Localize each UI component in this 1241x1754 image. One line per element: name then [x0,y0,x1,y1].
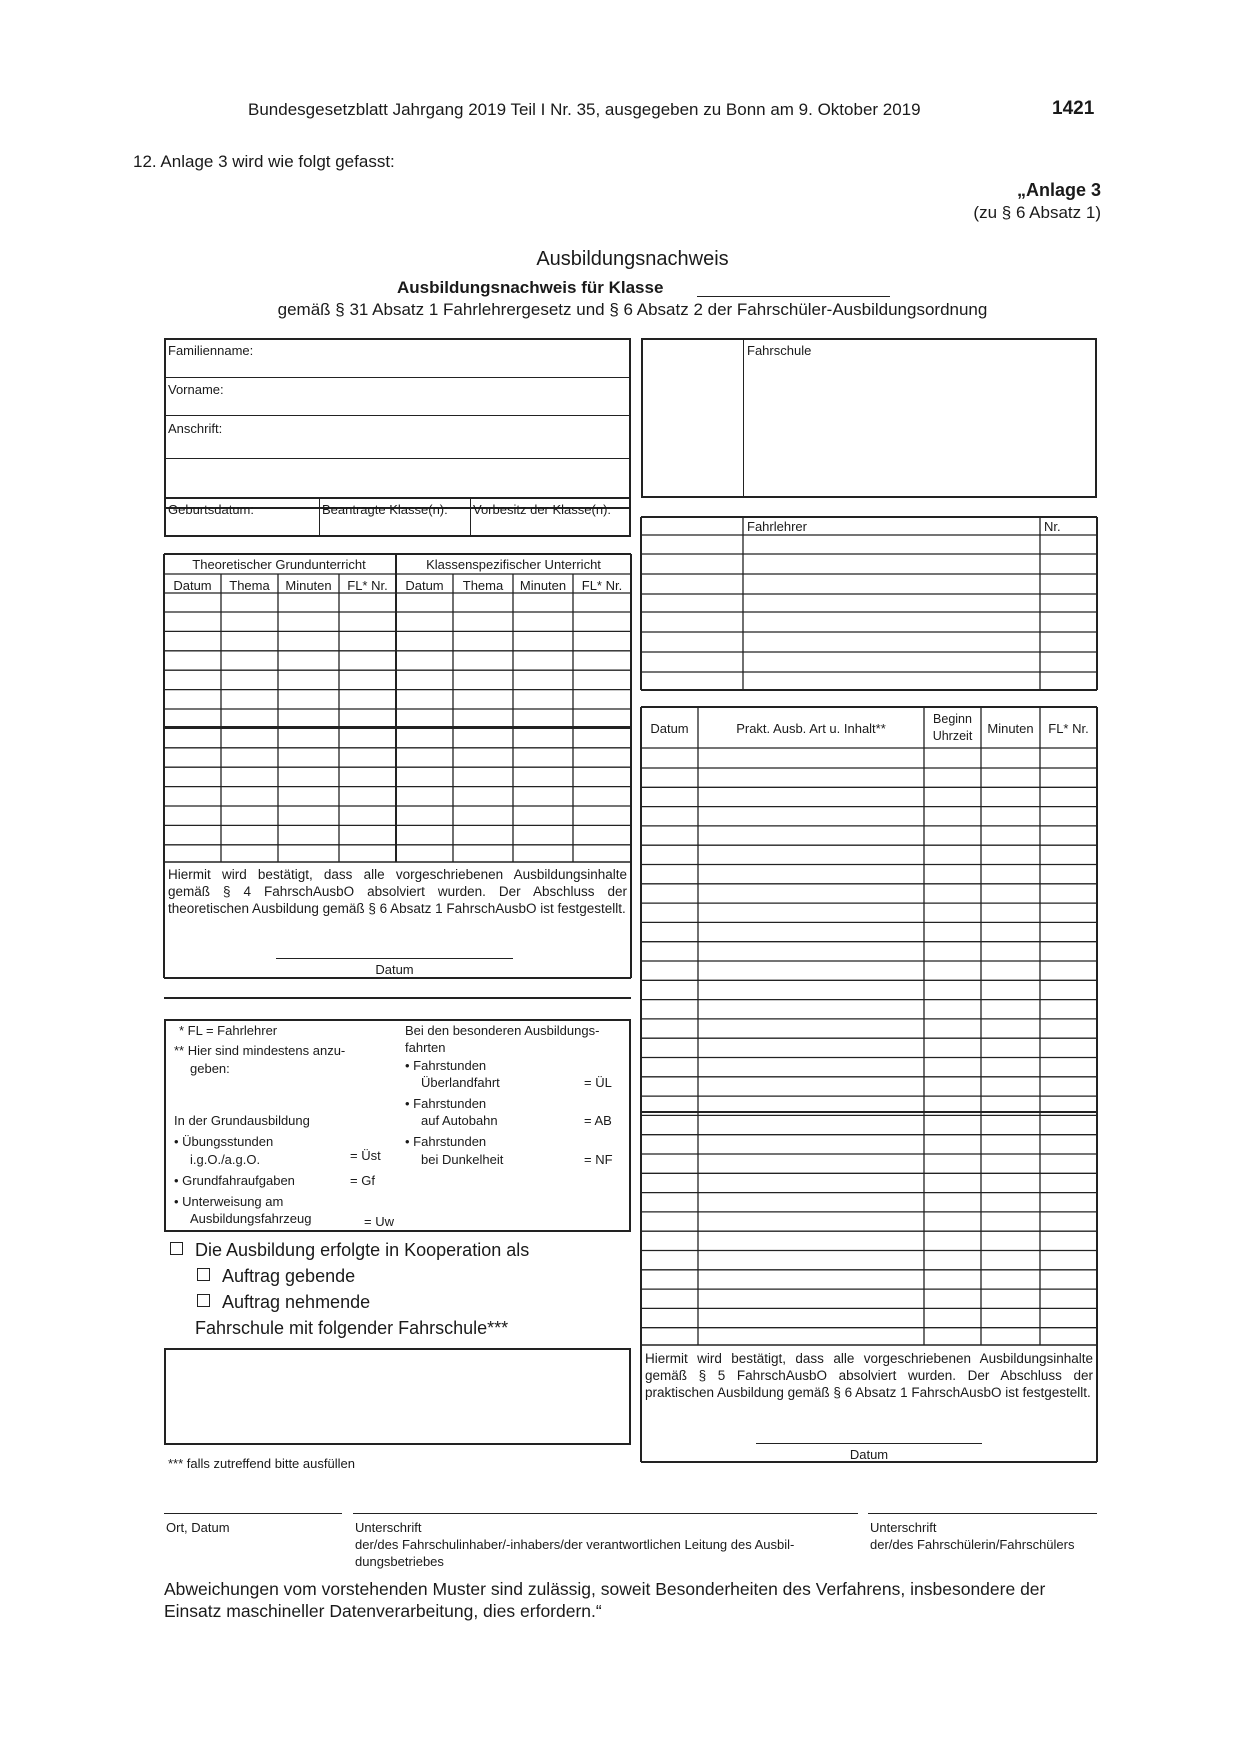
legend-note-2: geben: [190,1061,230,1076]
theory-col-datum: Datum [173,578,212,593]
legend-ueberland-abbr: = ÜL [584,1075,612,1090]
owner-signature-line[interactable] [353,1513,858,1514]
partner-school-field[interactable] [164,1348,631,1445]
legend-nacht-2: bei Dunkelheit [421,1152,504,1167]
practice-date-label: Datum [849,1447,889,1462]
theory-col-datum-2: Datum [405,578,444,593]
cooperation-footnote: *** falls zutreffend bitte ausfüllen [168,1456,355,1471]
legend-nacht-1: • Fahrstunden [405,1134,487,1149]
student-signature-line[interactable] [868,1513,1097,1514]
legend-grundfahr-abbr: = Gf [350,1173,375,1188]
legend-nacht-abbr: = NF [584,1152,613,1167]
legend-autobahn-1: • Fahrstunden [405,1096,487,1111]
cooperation-suffix: Fahrschule mit folgender Fahrschule*** [195,1318,509,1338]
page-number: 1421 [1052,98,1095,119]
owner-signature-label-2: der/des Fahrschulinhaber/-inhabers/der verantwortlichen Leitung des Ausbil- [355,1537,795,1552]
ort-datum-label: Ort, Datum [166,1520,230,1535]
legend-uebung-1: • Übungsstunden [174,1134,274,1149]
fahrlehrer-label: Fahrlehrer [747,519,807,534]
anschrift-label: Anschrift: [168,421,223,436]
theory-col-fl-2: FL* Nr. [581,578,623,593]
practice-col-minuten: Minuten [987,721,1034,736]
ort-datum-line[interactable] [164,1513,342,1514]
auftrag-nehmende-label: Auftrag nehmende [222,1292,371,1312]
vorname-label: Vorname: [168,382,224,397]
theory-col-minuten-2: Minuten [519,578,567,593]
student-signature-label-2: der/des Fahrschülerin/Fahrschülers [870,1537,1075,1552]
option-auftrag-gebende[interactable] [197,1266,355,1287]
instructor-nr-label: Nr. [1044,519,1061,534]
fahrschule-label: Fahrschule [747,343,812,358]
legend-uebung-abbr: = Üst [350,1148,381,1163]
legend-besondere-1: Bei den besonderen Ausbildungs- [405,1023,600,1038]
legend-uebung-2: i.g.O./a.g.O. [190,1152,261,1167]
legend-unterw-1: • Unterweisung am [174,1194,284,1209]
theory-class-header: Klassenspezifischer Unterricht [426,557,601,572]
running-title: Bundesgesetzblatt Jahrgang 2019 Teil I Nr. 35, ausgegeben zu Bonn am 9. Oktober 2019 [248,100,921,119]
practice-col-start-1: Beginn [933,712,972,726]
annex-title: „Anlage 3 [1016,180,1101,200]
familienname-label: Familienname: [168,343,254,358]
option-auftrag-nehmende[interactable] [197,1292,370,1313]
cooperation-option[interactable] [170,1240,529,1261]
legend-ueberland-1: • Fahrstunden [405,1058,487,1073]
student-signature-label-1: Unterschrift [870,1520,937,1535]
theory-confirmation: Hiermit wird bestätigt, dass alle vorgeschriebenen Ausbildungsinhalte gemäß § 4 FahrschAusbO absolviert wurden. Der Abschluss der theoretischen Ausbildung gemäß § 6 Absatz 1 FahrschAusbO ist festgestellt. [168,867,627,916]
theory-date-line[interactable] [276,958,513,959]
geburtsdatum-label: Geburtsdatum: [168,502,254,517]
legal-basis: gemäß § 31 Absatz 1 Fahrlehrergesetz und § 6 Absatz 2 der Fahrschüler-Ausbildungsordnung [277,300,988,319]
intro-text: 12. Anlage 3 wird wie folgt gefasst: [133,152,395,171]
form-title: Ausbildungsnachweis [536,248,729,270]
legend-grundfahr: • Grundfahraufgaben [174,1173,295,1188]
legend-autobahn-2: auf Autobahn [421,1113,498,1128]
cooperation-checkbox[interactable] [170,1242,183,1255]
practice-col-content: Prakt. Ausb. Art u. Inhalt** [736,721,886,736]
legend-ueberland-2: Überlandfahrt [421,1075,500,1090]
practice-col-datum: Datum [650,721,689,736]
vorbesitz-label: Vorbesitz der Klasse(n): [473,502,612,517]
legend-grund: In der Grundausbildung [174,1113,310,1128]
practice-col-start-2: Uhrzeit [932,729,973,743]
practice-col-fl: FL* Nr. [1048,721,1089,736]
auftrag-gebende-label: Auftrag gebende [222,1266,356,1286]
cooperation-label: Die Ausbildung erfolgte in Kooperation als [195,1240,530,1260]
auftrag-gebende-checkbox[interactable] [197,1268,210,1281]
theory-general-header: Theoretischer Grundunterricht [192,557,366,572]
annex-reference: (zu § 6 Absatz 1) [973,203,1101,222]
owner-signature-label-1: Unterschrift [355,1520,422,1535]
form-subtitle: Ausbildungsnachweis für Klasse [397,278,664,297]
legend-besondere-2: fahrten [405,1040,446,1055]
beantragte-klasse-label: Beantragte Klasse(n): [322,502,448,517]
practice-confirmation: Hiermit wird bestätigt, dass alle vorgeschriebenen Ausbildungsinhalte gemäß § 5 FahrschAusbO absolviert wurden. Der Abschluss der praktischen Ausbildung gemäß § 6 Absatz 1 FahrschAusbO ist festgestellt. [645,1351,1093,1400]
theory-date-label: Datum [375,962,414,977]
legend-unterw-abbr: = Uw [364,1214,394,1229]
legend-note-1: ** Hier sind mindestens anzu- [174,1043,346,1058]
practice-date-line[interactable] [756,1443,982,1444]
legend-fl: * FL = Fahrlehrer [179,1023,278,1038]
theory-col-thema-2: Thema [462,578,504,593]
closing-paragraph: Abweichungen vom vorstehenden Muster sind zulässig, soweit Besonderheiten des Verfahrens, insbesondere der Einsatz maschineller Datenverarbeitung, dies erfordern.“ [164,1579,1046,1621]
auftrag-nehmende-checkbox[interactable] [197,1294,210,1307]
owner-signature-label-3: dungsbetriebes [355,1554,444,1569]
legend-autobahn-abbr: = AB [584,1113,612,1128]
theory-col-minuten: Minuten [285,578,332,593]
theory-col-fl: FL* Nr. [347,578,388,593]
legend-unterw-2: Ausbildungsfahrzeug [190,1211,312,1226]
theory-col-thema: Thema [229,578,270,593]
